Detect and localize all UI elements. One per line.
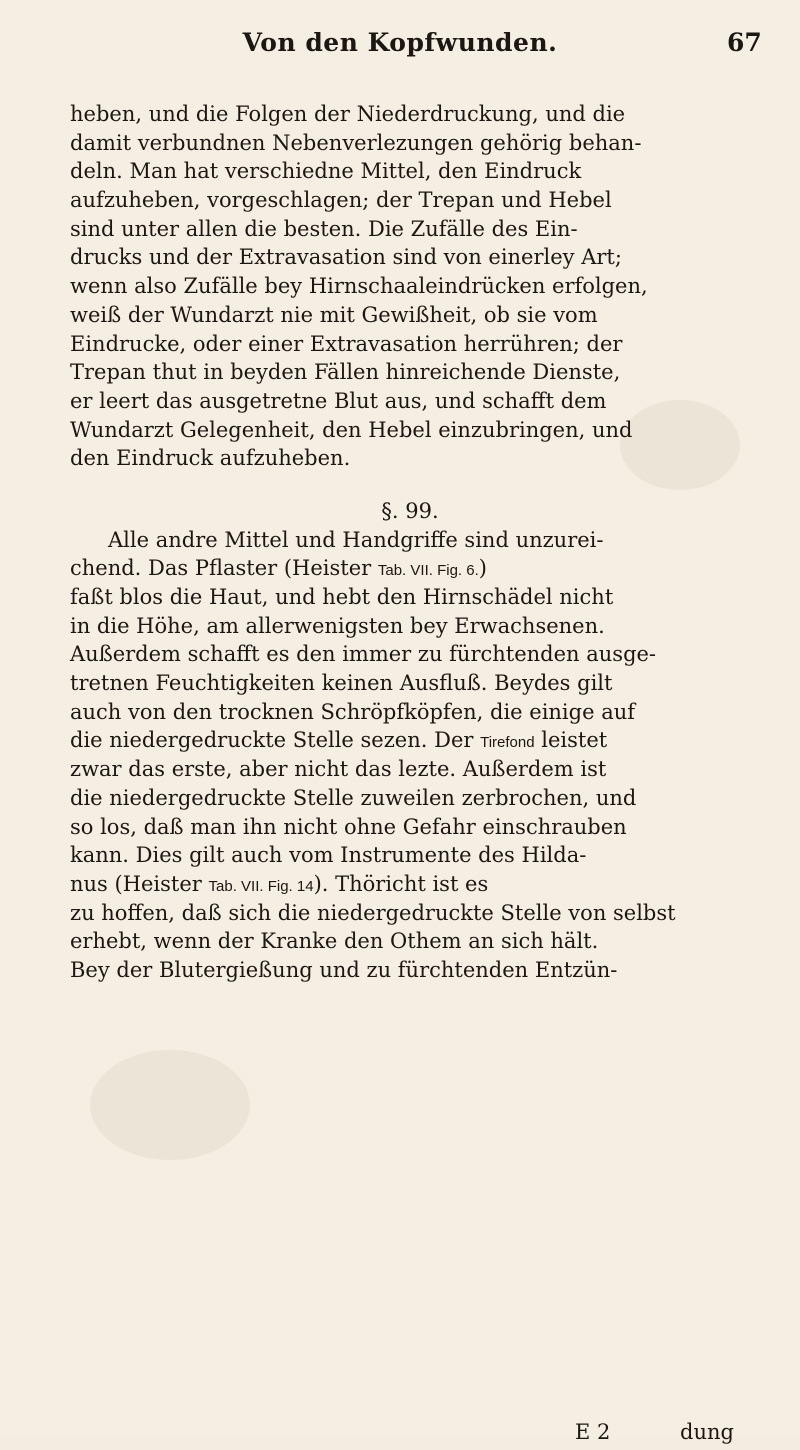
text-line	[70, 554, 750, 583]
text-line: weiß der Wundarzt nie mit Gewißheit, ob sie vom	[70, 302, 598, 327]
plate-reference: Tirefond	[480, 734, 535, 752]
page-footer	[70, 1420, 750, 1450]
running-title: Von den Kopfwunden.	[242, 28, 558, 57]
page-number: 67	[727, 28, 762, 57]
line-text-tail: leistet	[534, 728, 608, 753]
text-line: damit verbundnen Nebenverlezungen gehörig behan-	[70, 130, 642, 155]
line-text-tail: )	[478, 556, 487, 581]
line-text: faßt blos die Haut, und hebt den Hirnschädel nicht	[70, 585, 614, 609]
text-line: Eindrucke, oder einer Extravasation herrühren; der	[70, 331, 623, 356]
section-gap	[70, 473, 750, 497]
line-text: tretnen Feuchtigkeiten keinen Ausfluß. Beydes gilt	[70, 671, 613, 696]
catchword: dung	[680, 1420, 734, 1444]
text-line	[70, 841, 750, 870]
text-line	[70, 640, 750, 669]
plate-reference: Tab. VII. Fig. 6.	[377, 562, 479, 580]
line-text: zu hoffen, daß sich die niedergedruckte Stelle von selbst	[70, 900, 676, 925]
line-text: Außerdem schafft es den immer zu fürchtenden ausge-	[70, 642, 657, 667]
line-text: die niedergedruckte Stelle zuweilen zerbrochen, und	[70, 785, 637, 810]
text-line	[70, 784, 750, 813]
text-line	[70, 813, 750, 842]
text-line	[70, 755, 750, 784]
text-line	[70, 956, 750, 985]
running-header	[0, 28, 800, 68]
section-number: §. 99.	[381, 498, 439, 523]
text-line: er leert das ausgetretne Blut aus, und schafft dem	[70, 388, 607, 413]
text-body	[70, 100, 750, 1444]
line-text-tail: ). Thöricht ist es	[313, 871, 489, 896]
line-text: so los, daß man ihn nicht ohne Gefahr einschrauben	[70, 814, 627, 839]
text-line: aufzuheben, vorgeschlagen; der Trepan und Hebel	[70, 188, 612, 213]
line-text: kann. Dies gilt auch vom Instrumente des Hilda-	[70, 843, 587, 868]
text-line	[70, 583, 750, 612]
signature-mark: E 2	[575, 1420, 611, 1444]
text-line: sind unter allen die besten. Die Zufälle des Ein-	[70, 216, 578, 241]
text-line: drucks und der Extravasation sind von einerley Art;	[70, 245, 622, 270]
line-text: auch von den trocknen Schröpfköpfen, die einige auf	[70, 699, 636, 724]
line-text: zwar das erste, aber nicht das lezte. Außerdem ist	[70, 757, 607, 782]
text-line	[70, 698, 750, 727]
text-line: Wundarzt Gelegenheit, den Hebel einzubringen, und	[70, 417, 633, 442]
text-line	[70, 612, 750, 641]
text-line	[70, 927, 750, 956]
plate-reference: Tab. VII. Fig. 14	[208, 877, 314, 895]
text-line: deln. Man hat verschiedne Mittel, den Eindruck	[70, 159, 582, 184]
line-text: in die Höhe, am allerwenigsten bey Erwachsenen.	[70, 613, 605, 638]
text-line	[70, 669, 750, 698]
line-text: nus (Heister	[70, 871, 209, 896]
line-text: Bey der Blutergießung und zu fürchtenden Entzün-	[70, 957, 618, 982]
line-text: erhebt, wenn der Kranke den Othem an sich hält.	[70, 929, 599, 954]
text-line	[70, 526, 750, 555]
text-line: heben, und die Folgen der Niederdruckung, und die	[70, 102, 626, 126]
line-text: Alle andre Mittel und Handgriffe sind unzurei-	[108, 527, 604, 552]
paragraph-1	[70, 100, 750, 473]
text-line	[70, 899, 750, 928]
text-line: Trepan thut in beyden Fällen hinreichende Dienste,	[70, 360, 621, 385]
paragraph-2	[70, 526, 750, 985]
text-line: den Eindruck aufzuheben.	[70, 446, 351, 471]
text-line: wenn also Zufälle bey Hirnschaaleindrücken erfolgen,	[70, 274, 648, 299]
text-line	[70, 870, 750, 899]
text-line	[70, 726, 750, 755]
line-text: chend. Das Pflaster (Heister	[70, 556, 378, 581]
paper-stain	[90, 1050, 250, 1160]
line-text: die niedergedruckte Stelle sezen. Der	[70, 728, 481, 753]
